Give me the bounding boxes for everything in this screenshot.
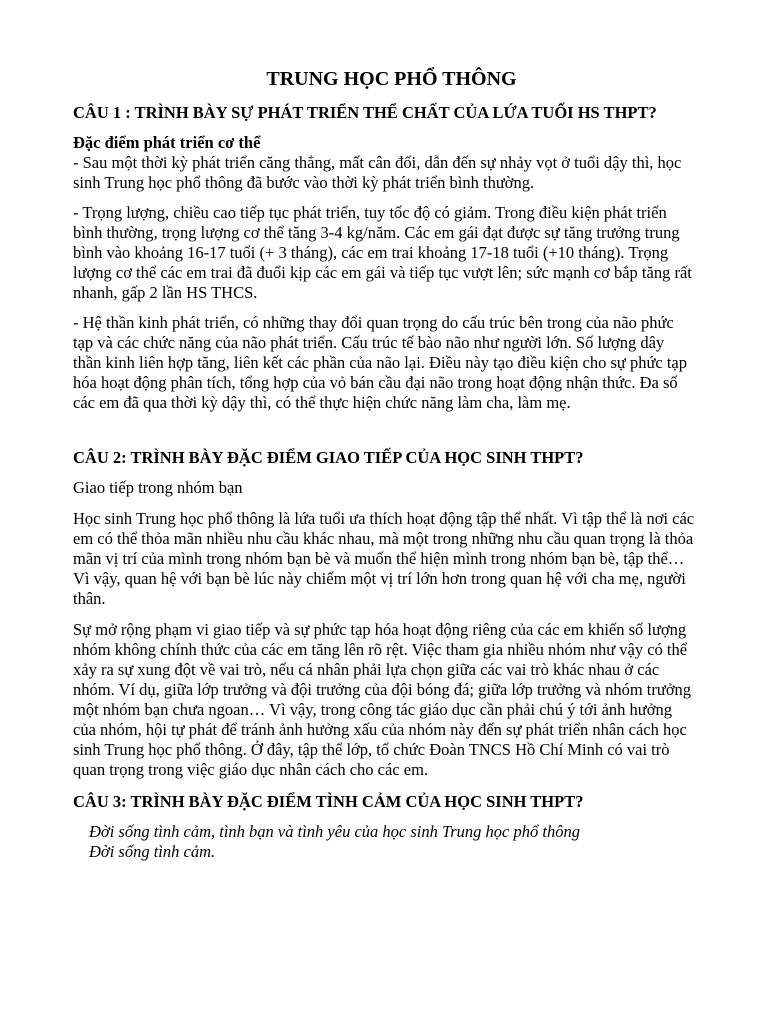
question-1-paragraph: - Trọng lượng, chiều cao tiếp tục phát triển, tuy tốc độ có giảm. Trong điều kiện phát triển bình thường, trọng lượng cơ thể tăng 3-4 kg/năm. Các em gái đạt được sự tăng trưởng trung bình vào khoảng 16-17 tuổi (+ 3 tháng), các em trai khoảng 17-18 tuổi (+10 tháng). Trọng lượng cơ thể các em trai đã đuổi kịp các em gái và tiếp tục vượt lên; sức mạnh cơ bắp tăng rất nhanh, gấp 2 lần HS THCS. xyxy=(73,203,692,302)
question-1-subheading: Đặc điểm phát triển cơ thể xyxy=(73,133,261,152)
document-title: TRUNG HỌC PHỔ THÔNG xyxy=(266,68,517,90)
document-page xyxy=(73,66,696,862)
question-2-heading: CÂU 2: TRÌNH BÀY ĐẶC ĐIỂM GIAO TIẾP CỦA HỌC SINH THPT? xyxy=(73,448,584,467)
question-1-paragraph: - Sau một thời kỳ phát triển căng thẳng, mất cân đối, dẫn đến sự nhảy vọt ở tuổi dậy thì, học sinh Trung học phổ thông đã bước vào thời kỳ phát triển bình thường. xyxy=(73,153,682,192)
question-2-paragraph: Học sinh Trung học phổ thông là lứa tuổi ưa thích hoạt động tập thể nhất. Vì tập thể là nơi các em có thể thỏa mãn nhiều nhu cầu khác nhau, mà một trong những nhu cầu quan trọng là thỏa mãn vị trí của mình trong nhóm bạn bè và muốn thể hiện mình trong nhóm bạn bè, tập thể… Vì vậy, quan hệ với bạn bè lúc này chiếm một vị trí lớn hơn trong quan hệ với cha mẹ, người thân. xyxy=(73,509,695,608)
question-3-line: Đời sống tình cảm, tình bạn và tình yêu của học sinh Trung học phổ thông xyxy=(89,822,580,841)
question-2-subheading: Giao tiếp trong nhóm bạn xyxy=(73,478,243,497)
question-3-heading: CÂU 3: TRÌNH BÀY ĐẶC ĐIỂM TÌNH CẢM CỦA HỌC SINH THPT? xyxy=(73,792,584,811)
question-1-heading: CÂU 1 : TRÌNH BÀY SỰ PHÁT TRIỂN THỂ CHẤT CỦA LỨA TUỔI HS THPT? xyxy=(73,103,657,122)
question-3-line: Đời sống tình cảm. xyxy=(89,842,216,861)
question-2-paragraph: Sự mở rộng phạm vi giao tiếp và sự phức tạp hóa hoạt động riêng của các em khiến số lượng nhóm không chính thức của các em tăng lên rõ rệt. Việc tham gia nhiều nhóm như vậy có thể xảy ra sự xung đột về vai trò, nếu cá nhân phải lựa chọn giữa các vai trò khác nhau ở các nhóm. Ví dụ, giữa lớp trưởng và đội trưởng của đội bóng đá; giữa lớp trưởng và nhóm trưởng một nhóm bạn chưa ngoan… Vì vậy, trong công tác giáo dục cần phải chú ý tới ảnh hưởng của nhóm, hội tự phát để tránh ảnh hưởng xấu của nhóm này đến sự phát triển nhân cách học sinh Trung học phổ thông. Ở đây, tập thể lớp, tổ chức Đoàn TNCS Hồ Chí Minh có vai trò quan trọng trong việc giáo dục nhân cách cho các em. xyxy=(73,620,692,779)
question-1-paragraph: - Hệ thần kinh phát triển, có những thay đổi quan trọng do cấu trúc bên trong của não phức tạp và các chức năng của não phát triển. Cấu trúc tế bào não như người lớn. Số lượng dây thần kinh liên hợp tăng, liên kết các phần của não lại. Điều này tạo điều kiện cho sự phức tạp hóa hoạt động phân tích, tổng hợp của vỏ bán cầu đại não trong hoạt động nhận thức. Đa số các em đã qua thời kỳ dậy thì, có thể thực hiện chức năng làm cha, làm mẹ. xyxy=(73,313,688,412)
